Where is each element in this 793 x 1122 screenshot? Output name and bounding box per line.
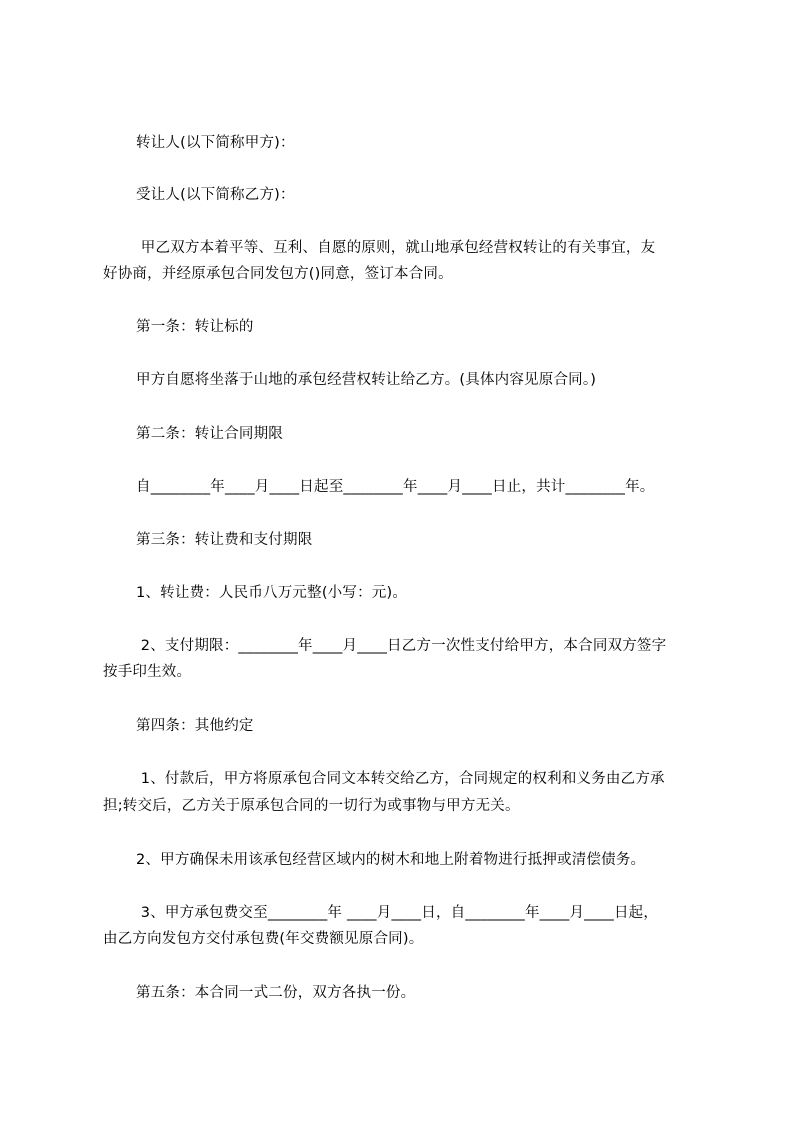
article4-item3-line-1: 3、甲方承包费交至________年 ____月____日，自________年____月____日起， [136, 905, 659, 921]
intro-line-1: 甲乙双方本着平等、互利、自愿的原则，就山地承包经营权转让的有关事宜，友 [136, 240, 656, 256]
article3-heading: 第三条：转让费和支付期限 [136, 532, 313, 548]
article5-heading: 第五条：本合同一式二份，双方各执一份。 [136, 985, 416, 1001]
article4-item3-line-2: 由乙方向发包方交付承包费(年交费额见原合同)。 [103, 931, 424, 947]
transferor-line: 转让人(以下简称甲方)： [136, 135, 295, 151]
article4-item1-line-1: 1、付款后，甲方将原承包合同文本转交给乙方，合同规定的权利和义务由乙方承 [136, 771, 665, 787]
article4-item1-line-2: 担;转交后，乙方关于原承包合同的一切行为或事物与甲方无关。 [103, 798, 520, 814]
transferee-line: 受让人(以下简称乙方)： [136, 187, 295, 203]
intro-line-2: 好协商，并经原承包合同发包方()同意，签订本合同。 [103, 266, 453, 282]
article2-heading: 第二条：转让合同期限 [136, 426, 283, 442]
article4-item2: 2、甲方确保未用该承包经营区域内的树木和地上附着物进行抵押或清偿债务。 [136, 852, 646, 868]
article2-body: 自________年____月____日起至________年____月____日止，共计________年。 [136, 479, 655, 495]
article1-body: 甲方自愿将坐落于山地的承包经营权转让给乙方。(具体内容见原合同。) [136, 372, 597, 388]
article1-heading: 第一条：转让标的 [136, 319, 254, 335]
article3-payment-line-1: 2、支付期限：________年____月____日乙方一次性支付给甲方，本合同双方签字 [136, 638, 667, 654]
article4-heading: 第四条：其他约定 [136, 718, 254, 734]
article3-payment-line-2: 按手印生效。 [103, 664, 192, 680]
article3-fee: 1、转让费：人民币八万元整(小写：元)。 [136, 585, 408, 601]
